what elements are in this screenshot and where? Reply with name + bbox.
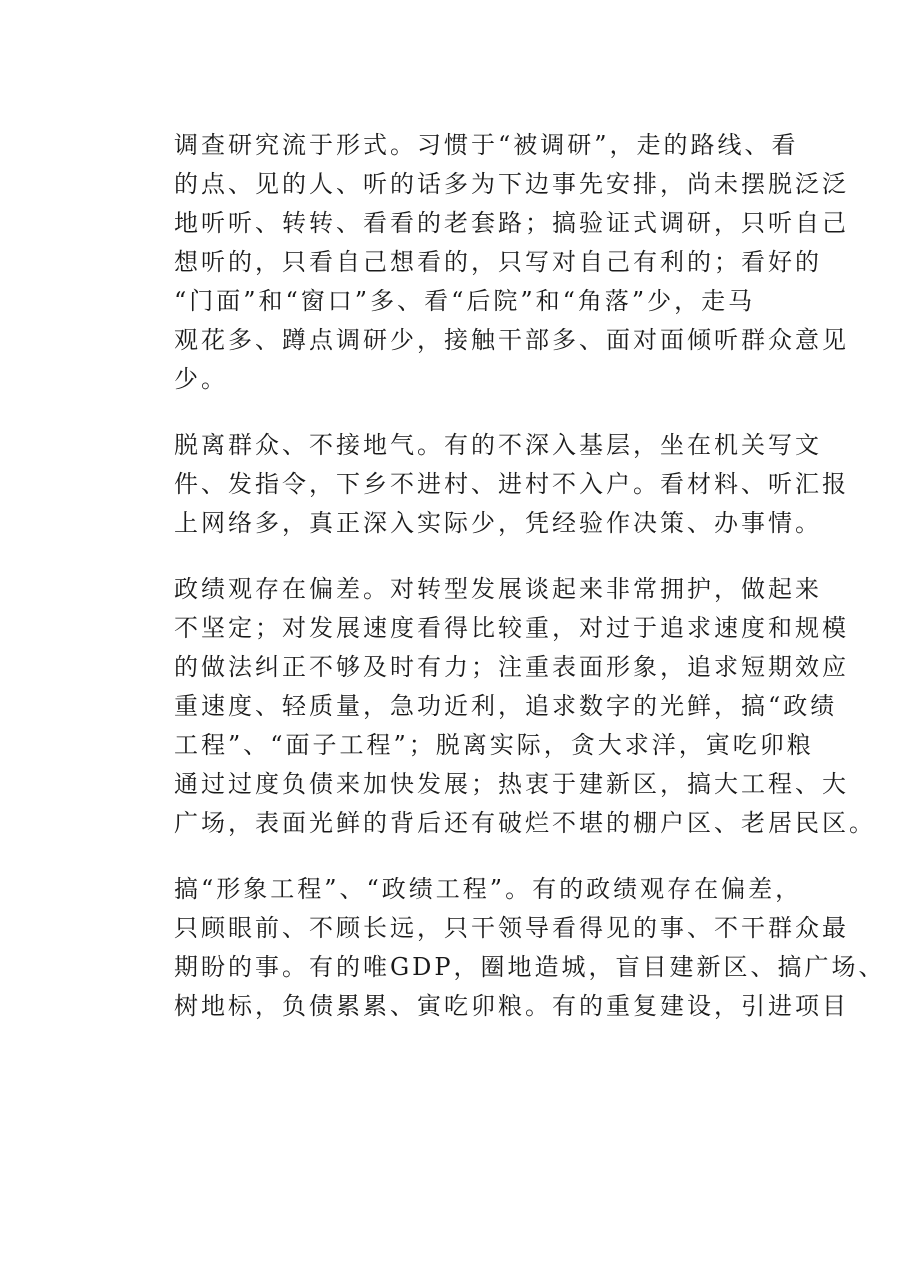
text-line: “门面”和“窗口”多、看“后院”和“角落”少，走马 [174, 287, 756, 315]
text-line: 树地标，负债累累、寅吃卯粮。有的重复建设，引进项目 [174, 992, 849, 1020]
text-line: 脱离群众、不接地气。有的不深入基层，坐在机关写文 [174, 431, 822, 459]
paragraph-1 [141, 126, 849, 399]
text-line: 期盼的事。有的唯GDP，圈地造城，盲目建新区、搞广场、 [174, 953, 886, 981]
text-line: 上网络多，真正深入实际少，凭经验作决策、办事情。 [174, 509, 822, 537]
text-line: 的点、见的人、听的话多为下边事先安排，尚未摆脱泛泛 [174, 170, 849, 198]
text-line: 搞“形象工程”、“政绩工程”。有的政绩观存在偏差， [174, 875, 803, 903]
text-line: 工程”、“面子工程”；脱离实际，贪大求洋，寅吃卯粮 [174, 731, 814, 759]
text-line: 不坚定；对发展速度看得比较重，对过于追求速度和规模 [174, 614, 849, 642]
text-line: 的做法纠正不够及时有力；注重表面形象，追求短期效应 [174, 653, 849, 681]
text-line: 少。 [174, 365, 228, 393]
text-line: 想听的，只看自己想看的，只写对自己有利的；看好的 [174, 248, 822, 276]
text-line: 调查研究流于形式。习惯于“被调研”，走的路线、看 [174, 131, 799, 159]
paragraph-2 [141, 426, 849, 543]
text-line: 广场，表面光鲜的背后还有破烂不堪的棚户区、老居民区。 [174, 809, 876, 837]
text-line: 地听听、转转、看看的老套路；搞验证式调研，只听自己 [174, 209, 849, 237]
paragraph-4 [141, 870, 886, 1026]
text-line: 只顾眼前、不顾长远，只干领导看得见的事、不干群众最 [174, 914, 849, 942]
document-body [141, 126, 886, 1053]
text-line: 政绩观存在偏差。对转型发展谈起来非常拥护，做起来 [174, 575, 822, 603]
text-line: 重速度、轻质量，急功近利，追求数字的光鲜，搞“政绩 [174, 692, 838, 720]
paragraph-3 [141, 570, 876, 843]
text-line: 通过过度负债来加快发展；热衷于建新区，搞大工程、大 [174, 770, 849, 798]
text-line: 观花多、蹲点调研少，接触干部多、面对面倾听群众意见 [174, 326, 849, 354]
text-line: 件、发指令，下乡不进村、进村不入户。看材料、听汇报 [174, 470, 849, 498]
